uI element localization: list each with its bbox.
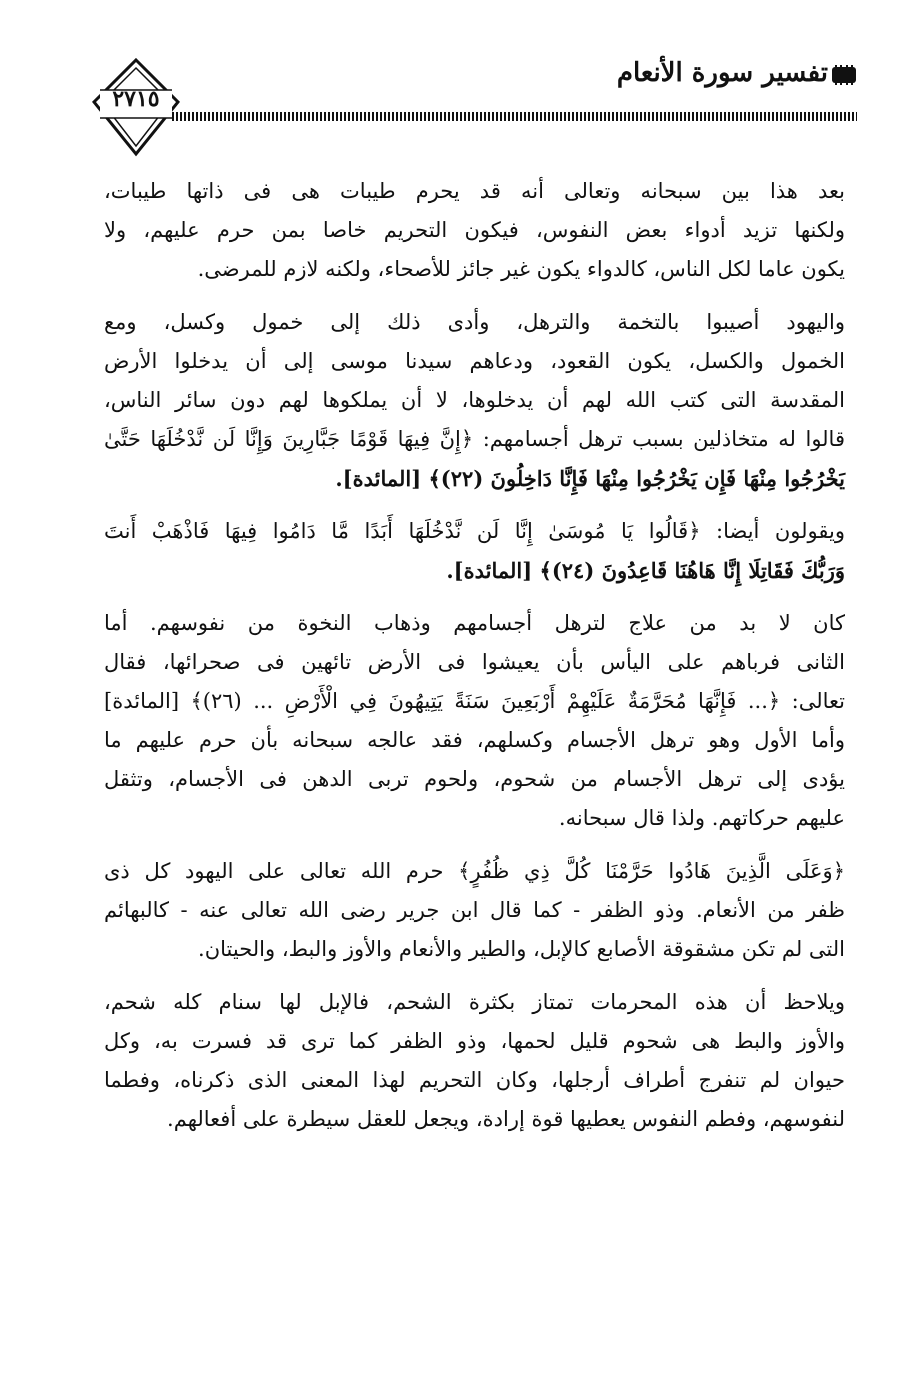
quran-verse-line: تعالى: ﴿... فَإِنَّهَا مُحَرَّمَةٌ عَلَيْهِمْ أَرْبَعِينَ سَنَةً يَتِيهُونَ فِي الْأَرْضِ ... (٢٦)﴾ [المائدة] [104,689,845,713]
text-line: قالوا له متخاذلين بسبب ترهل أجسامهم: ﴿إِنَّ فِيهَا قَوْمًا جَبَّارِينَ وَإِنَّا لَن نَّدْخُلَهَا حَتَّىٰ [104,427,845,451]
paragraph-1 [104,172,845,289]
text-line: يؤدى إلى ترهل الأجسام من شحوم، ولحوم تربى الدهن فى الأجسام، وتثقل [104,767,845,791]
page-number: ٢٧١٥ [112,86,160,112]
body-text [104,172,845,1139]
paragraph-3 [104,512,845,590]
text-line: المقدسة التى كتب الله لهم أن يدخلوها، لا أن يملكوها لهم دون سائر الناس، [104,388,845,412]
quran-verse-line: وَرَبُّكَ فَقَاتِلَا إِنَّا هَاهُنَا قَاعِدُونَ (٢٤)﴾ [المائدة]. [446,558,845,583]
text-line: عليهم حركاتهم. ولذا قال سبحانه. [558,806,845,830]
header-rule [172,112,857,121]
text-line: التى لم تكن مشقوقة الأصابع كالإبل، والطير والأنعام والأوز والبط، والحيتان. [198,937,845,961]
paragraph-5 [104,852,845,969]
text-line: يكون عاما لكل الناس، كالدواء يكون غير جائز للأصحاء، ولكنه لازم للمرضى. [197,257,845,281]
text-line: ولكنها تزيد أدواء بعض النفوس، فيكون التحريم خاصا بمن حرم عليهم، ولا [104,218,845,242]
text-line: لنفوسهم، وفطم النفوس يعطيها قوة إرادة، ويجعل للعقل سيطرة على أفعالهم. [167,1107,845,1131]
quran-verse-line: ويقولون أيضا: ﴿قَالُوا يَا مُوسَىٰ إِنَّا لَن نَّدْخُلَهَا أَبَدًا مَّا دَامُوا فِيهَا فَاذْهَبْ أَنتَ [104,519,845,543]
page-header [0,0,923,170]
paragraph-6 [104,983,845,1139]
text-line: ويلاحظ أن هذه المحرمات تمتاز بكثرة الشحم، فالإبل لها سنام كله شحم، [104,990,845,1014]
text-line: كان لا بد من علاج لترهل أجسامهم وذهاب النخوة من نفوسهم. أما [104,611,845,635]
quran-verse-line: يَخْرُجُوا مِنْهَا فَإِن يَخْرُجُوا مِنْهَا فَإِنَّا دَاخِلُونَ (٢٢)﴾ [المائدة]. [335,466,845,491]
text-line: وأما الأول وهو ترهل الأجسام وكسلهم، فقد عالجه سبحانه بأن حرم عليهم ما [104,728,845,752]
page-number-badge [92,58,180,158]
text-line: الخمول والكسل، يكون القعود، ودعاهم سيدنا موسى إلى أن يدخلوا الأرض [104,349,845,373]
paragraph-2 [104,303,845,498]
page-title: تفسير سورة الأنعام [616,58,828,88]
quran-verse-line: ﴿وَعَلَى الَّذِينَ هَادُوا حَرَّمْنَا كُلَّ ذِي ظُفُرٍ﴾ حرم الله تعالى على اليهود كل ذى [104,859,845,883]
text-line: حيوان لم تنفرج أطراف أرجلها، وكان التحريم لهذا المعنى الذى ذكرناه، وفطما [104,1068,845,1092]
text-line: ظفر من الأنعام. وذو الظفر - كما قال ابن جرير رضى الله تعالى عنه - كالبهائم [104,898,845,922]
text-line: الثانى فرباهم على اليأس بأن يعيشوا فى الأرض تائهين فى صحرائها، فقال [104,650,845,674]
text-line: واليهود أصيبوا بالتخمة والترهل، وأدى ذلك إلى خمول وكسل، ومع [104,310,845,334]
text-line: والأوز والبط هى شحوم قليل لحمها، وذو الظفر كما ترى قد فسرت به، وكل [104,1029,845,1053]
ornament-icon [831,64,857,86]
paragraph-4 [104,604,845,838]
text-line: بعد هذا بين سبحانه وتعالى أنه قد يحرم طيبات هى فى ذاتها طيبات، [104,179,845,203]
